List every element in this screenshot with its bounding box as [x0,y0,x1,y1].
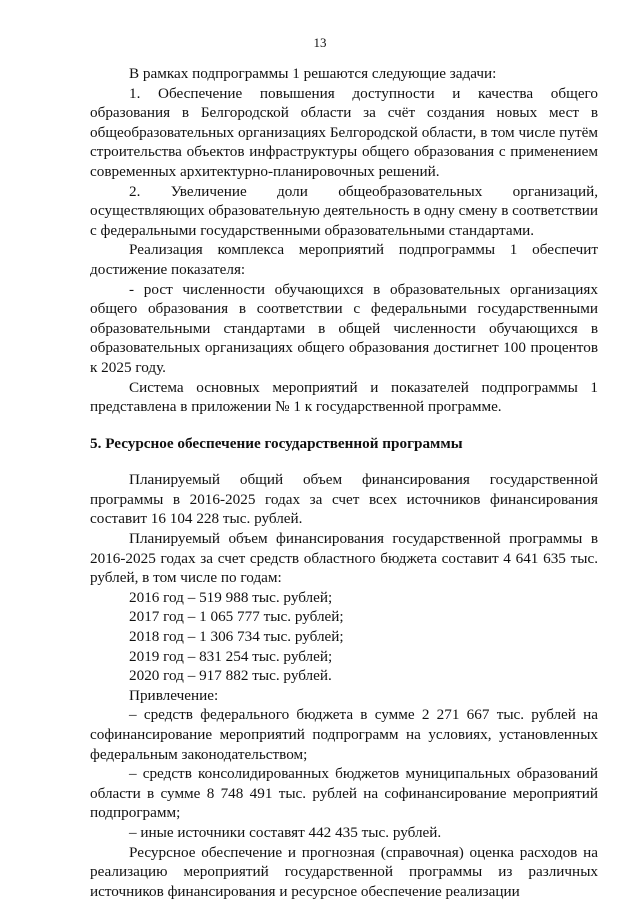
paragraph-task-2: 2. Увеличение доли общеобразовательных организаций, осуществляющих образовательную деятельность в одну смену в соответствии с федеральными государственными образовательными стандартами. [90,182,598,239]
attraction-item-municipal: – средств консолидированных бюджетов муниципальных образований области в сумме 8 748 491 тыс. рублей на софинансирование мероприятий подпрограмм; [90,765,598,822]
paragraph-intro: В рамках подпрограммы 1 решаются следующие задачи: [129,65,497,82]
year-line: 2018 год – 1 306 734 тыс. рублей; [129,628,344,646]
paragraph-task-1: 1. Обеспечение повышения доступности и качества общего образования в Белгородской области за счёт создания новых мест в общеобразовательных организациях Белгородской области, в том числе путём строительства объектов инфраструктуры общего образования с применением современных архитектурно-планировочных решений. [90,84,598,180]
paragraph-closing: Ресурсное обеспечение и прогнозная (справочная) оценка расходов на реализацию мероприятий государственной программы из различных источников финансирования и ресурсное обеспечение реализации [90,843,598,900]
year-line: 2016 год – 519 988 тыс. рублей; [129,588,333,606]
attraction-item-federal: – средств федерального бюджета в сумме 2 271 667 тыс. рублей на софинансирование мероприятий подпрограмм на условиях, установленных федеральным законодательством; [90,706,598,763]
paragraph-total-funding: Планируемый общий объем финансирования государственной программы в 2016-2025 годах за счет всех источников финансирования составит 16 104 228 тыс. рублей. [90,471,598,528]
attraction-item-other: – иные источники составят 442 435 тыс. рублей. [129,823,442,841]
year-line: 2020 год – 917 882 тыс. рублей. [129,667,332,685]
year-line: 2017 год – 1 065 777 тыс. рублей; [129,608,344,626]
page-number: 13 [313,35,327,50]
year-line: 2019 год – 831 254 тыс. рублей; [129,647,333,665]
document-body [90,64,598,901]
paragraph-regional-funding: Планируемый объем финансирования государственной программы в 2016-2025 годах за счет средств областного бюджета составит 4 641 635 тыс. рублей, в том числе по годам: [90,530,598,587]
attraction-label: Привлечение: [129,686,219,704]
paragraph-measures: Реализация комплекса мероприятий подпрограммы 1 обеспечит достижение показателя: [90,241,598,278]
paragraph-system: Система основных мероприятий и показателей подпрограммы 1 представлена в приложении № 1 к государственной программе. [90,378,598,416]
paragraph-indicator: - рост численности обучающихся в образовательных организациях общего образования в соответствии с федеральными государственными образовательными стандартами в общей численности обучающихся в образовательных организациях общего образования достигнет 100 процентов к 2025 году. [90,280,598,376]
section-heading: 5. Ресурсное обеспечение государственной программы [90,434,463,452]
